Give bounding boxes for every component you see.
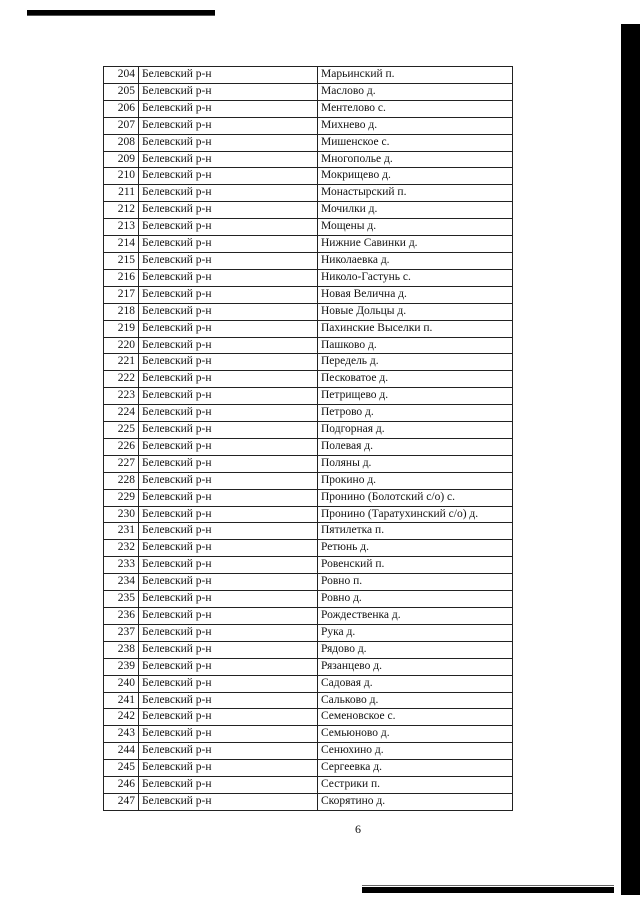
row-settlement: Николаевка д. xyxy=(318,252,513,269)
row-settlement: Ровенский п. xyxy=(318,557,513,574)
row-settlement: Монастырский п. xyxy=(318,185,513,202)
row-settlement: Прокино д. xyxy=(318,472,513,489)
row-district: Белевский р-н xyxy=(139,67,318,84)
row-settlement: Маслово д. xyxy=(318,83,513,100)
row-number: 243 xyxy=(104,726,139,743)
scan-edge-top-line xyxy=(27,15,215,16)
row-number: 208 xyxy=(104,134,139,151)
table-row xyxy=(104,624,513,641)
row-number: 217 xyxy=(104,286,139,303)
row-settlement: Ровно д. xyxy=(318,591,513,608)
row-number: 229 xyxy=(104,489,139,506)
row-settlement: Мощены д. xyxy=(318,219,513,236)
table-row xyxy=(104,117,513,134)
row-number: 213 xyxy=(104,219,139,236)
row-settlement: Полевая д. xyxy=(318,438,513,455)
row-district: Белевский р-н xyxy=(139,726,318,743)
row-number: 220 xyxy=(104,337,139,354)
row-district: Белевский р-н xyxy=(139,185,318,202)
row-district: Белевский р-н xyxy=(139,709,318,726)
row-district: Белевский р-н xyxy=(139,168,318,185)
table-row xyxy=(104,405,513,422)
row-number: 204 xyxy=(104,67,139,84)
row-settlement: Новая Велична д. xyxy=(318,286,513,303)
settlements-table-body xyxy=(104,67,513,811)
table-row xyxy=(104,236,513,253)
row-district: Белевский р-н xyxy=(139,100,318,117)
table-row xyxy=(104,709,513,726)
row-number: 232 xyxy=(104,540,139,557)
row-district: Белевский р-н xyxy=(139,793,318,810)
row-number: 210 xyxy=(104,168,139,185)
row-settlement: Рука д. xyxy=(318,624,513,641)
row-settlement: Марьинский п. xyxy=(318,67,513,84)
row-number: 236 xyxy=(104,608,139,625)
row-number: 244 xyxy=(104,743,139,760)
row-settlement: Ровно п. xyxy=(318,574,513,591)
row-number: 237 xyxy=(104,624,139,641)
table-row xyxy=(104,151,513,168)
row-settlement: Рядово д. xyxy=(318,641,513,658)
table-row xyxy=(104,219,513,236)
row-settlement: Нижние Савинки д. xyxy=(318,236,513,253)
row-number: 245 xyxy=(104,760,139,777)
table-row xyxy=(104,574,513,591)
row-district: Белевский р-н xyxy=(139,151,318,168)
table-row xyxy=(104,658,513,675)
row-number: 218 xyxy=(104,303,139,320)
table-row xyxy=(104,489,513,506)
row-number: 214 xyxy=(104,236,139,253)
row-settlement: Петрищево д. xyxy=(318,388,513,405)
row-district: Белевский р-н xyxy=(139,354,318,371)
row-number: 235 xyxy=(104,591,139,608)
table-row xyxy=(104,320,513,337)
row-settlement: Сестрики п. xyxy=(318,777,513,794)
row-district: Белевский р-н xyxy=(139,658,318,675)
row-settlement: Семеновское с. xyxy=(318,709,513,726)
row-settlement: Пятилетка п. xyxy=(318,523,513,540)
scan-edge-bottom xyxy=(362,887,614,893)
table-row xyxy=(104,760,513,777)
scan-edge-right xyxy=(621,24,640,895)
row-number: 223 xyxy=(104,388,139,405)
table-row xyxy=(104,608,513,625)
row-district: Белевский р-н xyxy=(139,506,318,523)
table-row xyxy=(104,371,513,388)
row-settlement: Петрово д. xyxy=(318,405,513,422)
row-settlement: Николо-Гастунь с. xyxy=(318,269,513,286)
table-row xyxy=(104,793,513,810)
row-district: Белевский р-н xyxy=(139,675,318,692)
row-number: 221 xyxy=(104,354,139,371)
row-number: 241 xyxy=(104,692,139,709)
row-settlement: Сергеевка д. xyxy=(318,760,513,777)
row-district: Белевский р-н xyxy=(139,371,318,388)
row-district: Белевский р-н xyxy=(139,286,318,303)
row-settlement: Михнево д. xyxy=(318,117,513,134)
row-settlement: Подгорная д. xyxy=(318,422,513,439)
row-district: Белевский р-н xyxy=(139,269,318,286)
row-settlement: Мочилки д. xyxy=(318,202,513,219)
row-district: Белевский р-н xyxy=(139,540,318,557)
row-settlement: Многополье д. xyxy=(318,151,513,168)
row-district: Белевский р-н xyxy=(139,624,318,641)
row-district: Белевский р-н xyxy=(139,472,318,489)
row-number: 228 xyxy=(104,472,139,489)
row-district: Белевский р-н xyxy=(139,219,318,236)
settlements-table xyxy=(103,66,513,811)
row-district: Белевский р-н xyxy=(139,574,318,591)
row-settlement: Пронино (Болотский с/о) с. xyxy=(318,489,513,506)
table-row xyxy=(104,202,513,219)
row-number: 234 xyxy=(104,574,139,591)
row-number: 227 xyxy=(104,455,139,472)
row-number: 240 xyxy=(104,675,139,692)
row-settlement: Пронино (Таратухинский с/о) д. xyxy=(318,506,513,523)
row-district: Белевский р-н xyxy=(139,743,318,760)
row-number: 205 xyxy=(104,83,139,100)
table-row xyxy=(104,472,513,489)
row-number: 238 xyxy=(104,641,139,658)
row-settlement: Мишенское с. xyxy=(318,134,513,151)
row-number: 231 xyxy=(104,523,139,540)
row-number: 206 xyxy=(104,100,139,117)
row-number: 207 xyxy=(104,117,139,134)
table-row xyxy=(104,269,513,286)
row-number: 247 xyxy=(104,793,139,810)
row-number: 215 xyxy=(104,252,139,269)
row-district: Белевский р-н xyxy=(139,202,318,219)
row-district: Белевский р-н xyxy=(139,455,318,472)
row-number: 219 xyxy=(104,320,139,337)
row-district: Белевский р-н xyxy=(139,608,318,625)
row-number: 242 xyxy=(104,709,139,726)
table-row xyxy=(104,185,513,202)
row-district: Белевский р-н xyxy=(139,489,318,506)
row-number: 239 xyxy=(104,658,139,675)
row-district: Белевский р-н xyxy=(139,557,318,574)
table-row xyxy=(104,675,513,692)
row-district: Белевский р-н xyxy=(139,117,318,134)
row-district: Белевский р-н xyxy=(139,134,318,151)
row-settlement: Песковатое д. xyxy=(318,371,513,388)
table-row xyxy=(104,388,513,405)
page-number: 6 xyxy=(355,822,361,836)
row-settlement: Сальково д. xyxy=(318,692,513,709)
row-number: 230 xyxy=(104,506,139,523)
row-settlement: Садовая д. xyxy=(318,675,513,692)
table-row xyxy=(104,743,513,760)
row-number: 233 xyxy=(104,557,139,574)
row-district: Белевский р-н xyxy=(139,83,318,100)
table-row xyxy=(104,67,513,84)
table-row xyxy=(104,777,513,794)
row-district: Белевский р-н xyxy=(139,320,318,337)
row-number: 222 xyxy=(104,371,139,388)
row-settlement: Ретюнь д. xyxy=(318,540,513,557)
row-number: 216 xyxy=(104,269,139,286)
row-settlement: Сенюхино д. xyxy=(318,743,513,760)
row-district: Белевский р-н xyxy=(139,692,318,709)
row-district: Белевский р-н xyxy=(139,438,318,455)
row-district: Белевский р-н xyxy=(139,388,318,405)
row-settlement: Пахинские Выселки п. xyxy=(318,320,513,337)
table-row xyxy=(104,337,513,354)
table-row xyxy=(104,422,513,439)
row-settlement: Рязанцево д. xyxy=(318,658,513,675)
table-row xyxy=(104,303,513,320)
table-row xyxy=(104,83,513,100)
row-number: 225 xyxy=(104,422,139,439)
row-district: Белевский р-н xyxy=(139,252,318,269)
row-district: Белевский р-н xyxy=(139,523,318,540)
table-row xyxy=(104,557,513,574)
table-row xyxy=(104,286,513,303)
row-district: Белевский р-н xyxy=(139,405,318,422)
table-row xyxy=(104,540,513,557)
row-district: Белевский р-н xyxy=(139,777,318,794)
table-row xyxy=(104,692,513,709)
row-number: 209 xyxy=(104,151,139,168)
table-row xyxy=(104,591,513,608)
row-number: 226 xyxy=(104,438,139,455)
row-district: Белевский р-н xyxy=(139,422,318,439)
row-settlement: Поляны д. xyxy=(318,455,513,472)
row-settlement: Семьюново д. xyxy=(318,726,513,743)
table-row xyxy=(104,726,513,743)
table-row xyxy=(104,168,513,185)
scan-edge-bottom-line xyxy=(362,885,614,886)
row-settlement: Ментелово с. xyxy=(318,100,513,117)
table-row xyxy=(104,523,513,540)
row-number: 246 xyxy=(104,777,139,794)
row-district: Белевский р-н xyxy=(139,760,318,777)
row-district: Белевский р-н xyxy=(139,303,318,320)
table-row xyxy=(104,252,513,269)
row-district: Белевский р-н xyxy=(139,641,318,658)
row-number: 212 xyxy=(104,202,139,219)
row-district: Белевский р-н xyxy=(139,236,318,253)
row-settlement: Скорятино д. xyxy=(318,793,513,810)
row-district: Белевский р-н xyxy=(139,591,318,608)
row-settlement: Мокрищево д. xyxy=(318,168,513,185)
table-row xyxy=(104,455,513,472)
table-row xyxy=(104,100,513,117)
row-number: 224 xyxy=(104,405,139,422)
table-row xyxy=(104,641,513,658)
table-row xyxy=(104,134,513,151)
row-number: 211 xyxy=(104,185,139,202)
row-district: Белевский р-н xyxy=(139,337,318,354)
table-row xyxy=(104,354,513,371)
table-row xyxy=(104,438,513,455)
row-settlement: Рождественка д. xyxy=(318,608,513,625)
row-settlement: Передель д. xyxy=(318,354,513,371)
table-row xyxy=(104,506,513,523)
row-settlement: Пашково д. xyxy=(318,337,513,354)
row-settlement: Новые Дольцы д. xyxy=(318,303,513,320)
